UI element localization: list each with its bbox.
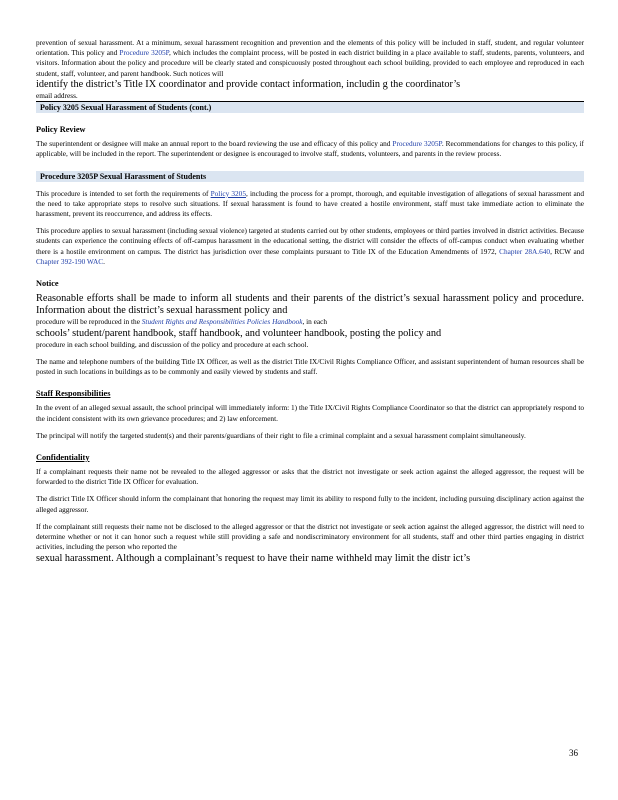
paragraph-policy-review: The superintendent or designee will make an annual report to the board reviewing the use and efficacy of this policy and Procedure 3205P. Recommendations for changes to this policy, if applicable, will be included in the report. The superintendent or designee is encouraged to involve staff, students, volunteers, and parents in the review process. <box>36 139 584 159</box>
paragraph-confidentiality-1: If a complainant requests their name not be revealed to the alleged aggressor or asks that the district not investigate or seek action against the alleged aggressor, the request will be forwarded to the district Title IX Officer for evaluation. <box>36 467 584 487</box>
paragraph-large-line: Reasonable efforts shall be made to inform all students and their parents of the district’s sexual harassment policy and procedure. Information about the district’s sexual harassment policy and <box>36 293 584 317</box>
heading-policy-review: Policy Review <box>36 125 86 135</box>
paragraph-procedure-scope: This procedure applies to sexual harassment (including sexual violence) targeted at students carried out by other students, employees or third parties involved in district activities. Because students can experience the continuing effects of off-campus harassment in the educational setting, the district will consider the effects of off-campus conduct when evaluating whether there is a hostile environment on campus. The district has jurisdiction over these complaints pursuant to Title IX of the Education Amendments of 1972, Chapter 28A.640, RCW and Chapter 392-190 WAC. <box>36 226 584 266</box>
procedure-3205p-link[interactable]: Procedure 3205P <box>119 48 169 58</box>
paragraph-confidentiality-2: The district Title IX Officer should inform the complainant that honoring the request may limit its ability to respond fully to the incident, including pursuing disciplinary action against the alleged aggressor. <box>36 494 584 514</box>
paragraph-line: email address. <box>36 91 78 101</box>
paragraph-line: procedure in each school building, and discussion of the policy and procedure at each school. <box>36 339 309 349</box>
page-number: 36 <box>569 748 578 758</box>
procedure-3205p-link[interactable]: Procedure 3205P <box>392 139 442 149</box>
paragraph-notice-contacts: The name and telephone numbers of the building Title IX Officer, as well as the district Title IX/Civil Rights Compliance Officer, and assistant superintendent of human resources shall be posted in such locations in buildings as to be commonly and easily viewed by students and staff. <box>36 357 584 377</box>
section-header-procedure: Procedure 3205P Sexual Harassment of Students <box>36 171 584 182</box>
paragraph-staff-2: The principal will notify the targeted student(s) and their parents/guardians of their right to file a criminal complaint and a sexual harassment complaint simultaneously. <box>36 430 526 440</box>
heading-staff-responsibilities: Staff Responsibilities <box>36 389 111 399</box>
paragraph-procedure-purpose: This procedure is intended to set forth the requirements of Policy 3205, including the process for a prompt, thorough, and equitable investigation of allegations of sexual harassment and the need to take appropriate steps to resolve such situations. If sexual harassment is found to have created a hostile environment, staff must take immediate action to eliminate the harassment, prevent its reoccurrence, and address its effects. <box>36 188 584 219</box>
heading-confidentiality: Confidentiality <box>36 453 90 463</box>
paragraph-notice-intro: prevention of sexual harassment. At a minimum, sexual harassment recognition and prevention and the elements of this policy will be included in staff, student, and regular volunteer orientation. This policy and Procedure 3205P, which includes the complaint process, will be posted in each district building in a place available to staff, students, parents, volunteers, and visitors. Information about the policy and procedure will be clearly stated and conspicuously posted throughout each school building, provided to each employee and reproduced in each student, staff, volunteer, and parent handbook. Such notices will <box>36 38 584 78</box>
chapter-392-190-link[interactable]: Chapter 392-190 WAC <box>36 256 104 266</box>
policy-3205-link[interactable]: Policy 3205 <box>210 188 246 198</box>
chapter-28a640-link[interactable]: Chapter 28A.640 <box>499 246 551 256</box>
section-header-policy-cont: Policy 3205 Sexual Harassment of Students (cont.) <box>36 102 584 113</box>
paragraph-large-line: schools’ student/parent handbook, staff handbook, and volunteer handbook, posting the policy and <box>36 327 442 339</box>
handbook-link[interactable]: Student Rights and Responsibilities Policies Handbook <box>141 317 303 327</box>
paragraph-line: procedure will be reproduced in the Student Rights and Responsibilities Policies Handbook, in each <box>36 317 327 327</box>
paragraph-large-line: identify the district’s Title IX coordinator and provide contact information, includin g the coordinator’s <box>36 78 461 90</box>
paragraph-confidentiality-3: If the complainant still requests their name not be disclosed to the alleged aggressor or that the district not investigate or seek action against the alleged aggressor, the district will need to determine whether or not it can honor such a request while still providing a safe and nondiscriminatory environment for all students, staff and other third parties engaging in district activities, including the person who reported the <box>36 521 584 552</box>
document-page <box>36 38 584 565</box>
heading-notice: Notice <box>36 279 59 289</box>
paragraph-large-line: sexual harassment. Although a complainant’s request to have their name withheld may limit the distr ict’s <box>36 552 471 564</box>
paragraph-staff-1: In the event of an alleged sexual assault, the school principal will immediately inform: 1) the Title IX/Civil Rights Compliance Coordinator so that the district can appropriately respond to the incident consistent with its own grievance procedures; and 2) law enforcement. <box>36 403 584 423</box>
